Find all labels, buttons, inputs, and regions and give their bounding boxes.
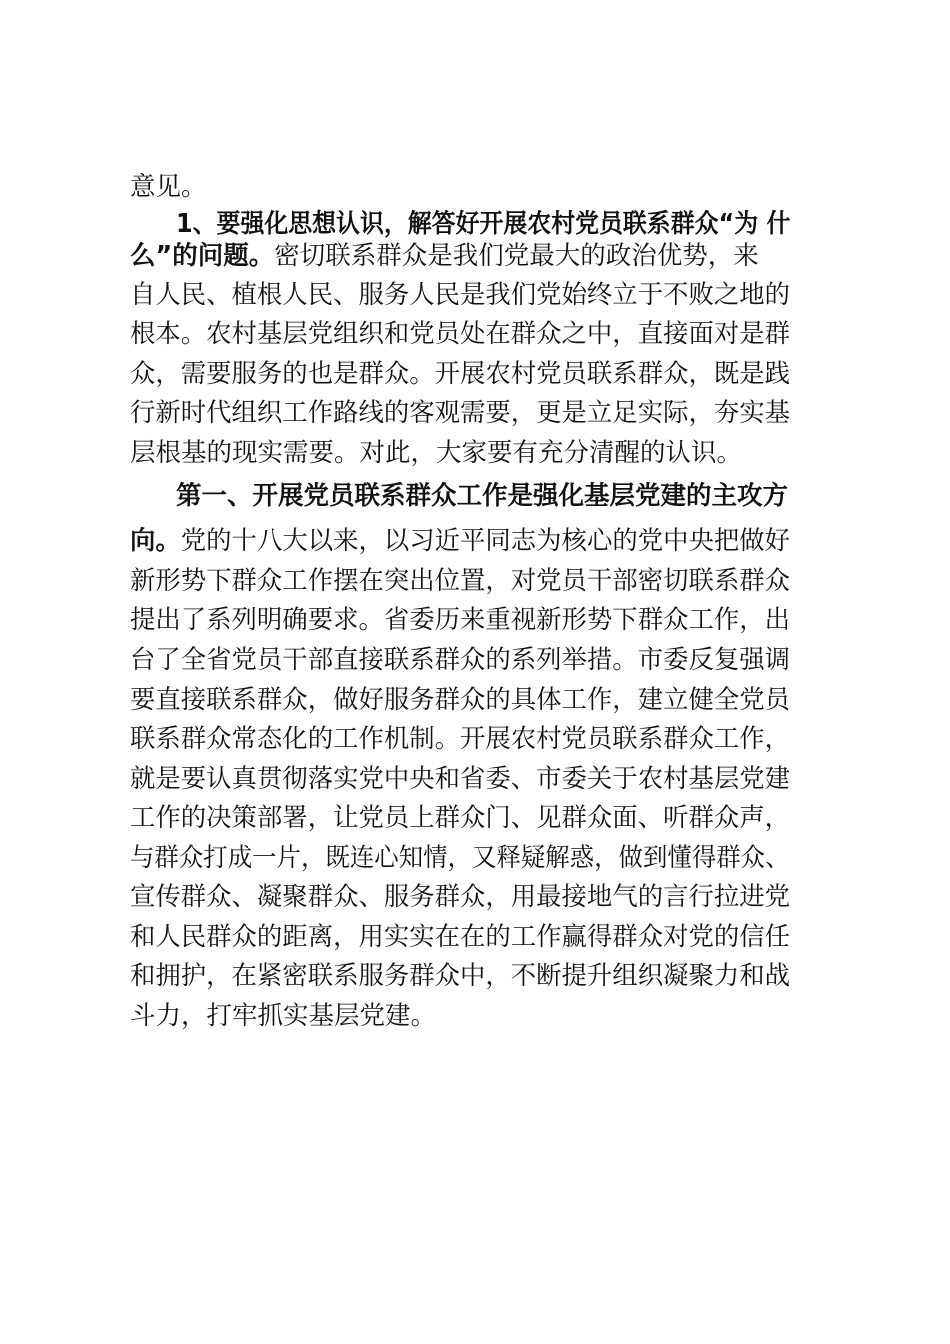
text-line bbox=[130, 959, 790, 993]
text-line bbox=[130, 920, 790, 954]
text-line bbox=[130, 880, 790, 914]
text-line bbox=[130, 396, 790, 430]
text-run: 自人民、植根人民、服务人民是我们党始终立于不败之地的 bbox=[130, 280, 791, 310]
text-line bbox=[130, 643, 790, 677]
text-run: 行新时代组织工作路线的客观需要，更是立足实际，夯实基 bbox=[130, 398, 791, 428]
text-run: 工作的决策部署，让党员上群众门、见群众面、听群众声， bbox=[130, 803, 791, 833]
text-line bbox=[130, 841, 790, 875]
section-heading-run: 第一、开展党员联系群众工作是强化基层党建的主攻方 bbox=[176, 481, 789, 511]
text-run: 和拥护，在紧密联系服务群众中，不断提升组织凝聚力和战 bbox=[130, 961, 791, 991]
text-line bbox=[130, 999, 436, 1033]
text-line bbox=[130, 683, 790, 717]
text-line bbox=[130, 564, 790, 598]
text-line bbox=[130, 603, 790, 637]
text-line bbox=[130, 239, 759, 273]
text-run: 台了全省党员干部直接联系群众的系列举措。市委反复强调 bbox=[130, 645, 791, 675]
text-run: 联系群众常态化的工作机制。开展农村党员联系群众工作， bbox=[130, 724, 791, 754]
text-line bbox=[130, 524, 790, 558]
subheading-run: 1、要强化思想认识，解答好开展农村党员联系群众“为 什 bbox=[176, 209, 791, 239]
text-run: 众，需要服务的也是群众。开展农村党员联系群众，既是践 bbox=[130, 359, 791, 389]
text-line bbox=[130, 357, 790, 391]
text-line bbox=[130, 801, 790, 835]
text-run: 就是要认真贯彻落实党中央和省委、市委关于农村基层党建 bbox=[130, 764, 791, 794]
text-line bbox=[130, 722, 790, 756]
text-run: 根本。农村基层党组织和党员处在群众之中，直接面对是群 bbox=[130, 319, 791, 349]
text-run: 和人民群众的距离，用实实在在的工作赢得群众对党的信任 bbox=[130, 922, 791, 952]
text-run: 提出了系列明确要求。省委历来重视新形势下群众工作，出 bbox=[130, 605, 791, 635]
text-line bbox=[130, 278, 790, 312]
text-line bbox=[130, 436, 742, 470]
text-line bbox=[130, 762, 790, 796]
text-run: 宣传群众、凝聚群众、服务群众，用最接地气的言行拉进党 bbox=[130, 882, 791, 912]
subheading-line bbox=[176, 207, 790, 241]
text-run: 斗力，打牢抓实基层党建。 bbox=[130, 1001, 437, 1031]
section-heading-run: 向。 bbox=[130, 526, 181, 556]
section-heading-line bbox=[176, 479, 788, 513]
text-run: 层根基的现实需要。对此，大家要有充分清醒的认识。 bbox=[130, 438, 743, 468]
text-run: 新形势下群众工作摆在突出位置，对党员干部密切联系群众 bbox=[130, 566, 791, 596]
text-line bbox=[130, 317, 790, 351]
text-run: 与群众打成一片，既连心知情，又释疑解惑，做到懂得群众、 bbox=[130, 843, 790, 873]
text-line bbox=[130, 170, 207, 204]
text-run: 要直接联系群众，做好服务群众的具体工作，建立健全党员 bbox=[130, 685, 791, 715]
text-run: 意见。 bbox=[130, 172, 207, 202]
text-run: 密切联系群众是我们党最大的政治优势，来 bbox=[274, 241, 759, 271]
subheading-run: 么”的问题。 bbox=[130, 241, 275, 271]
text-run: 党的十八大以来，以习近平同志为核心的党中央把做好 bbox=[180, 526, 791, 556]
